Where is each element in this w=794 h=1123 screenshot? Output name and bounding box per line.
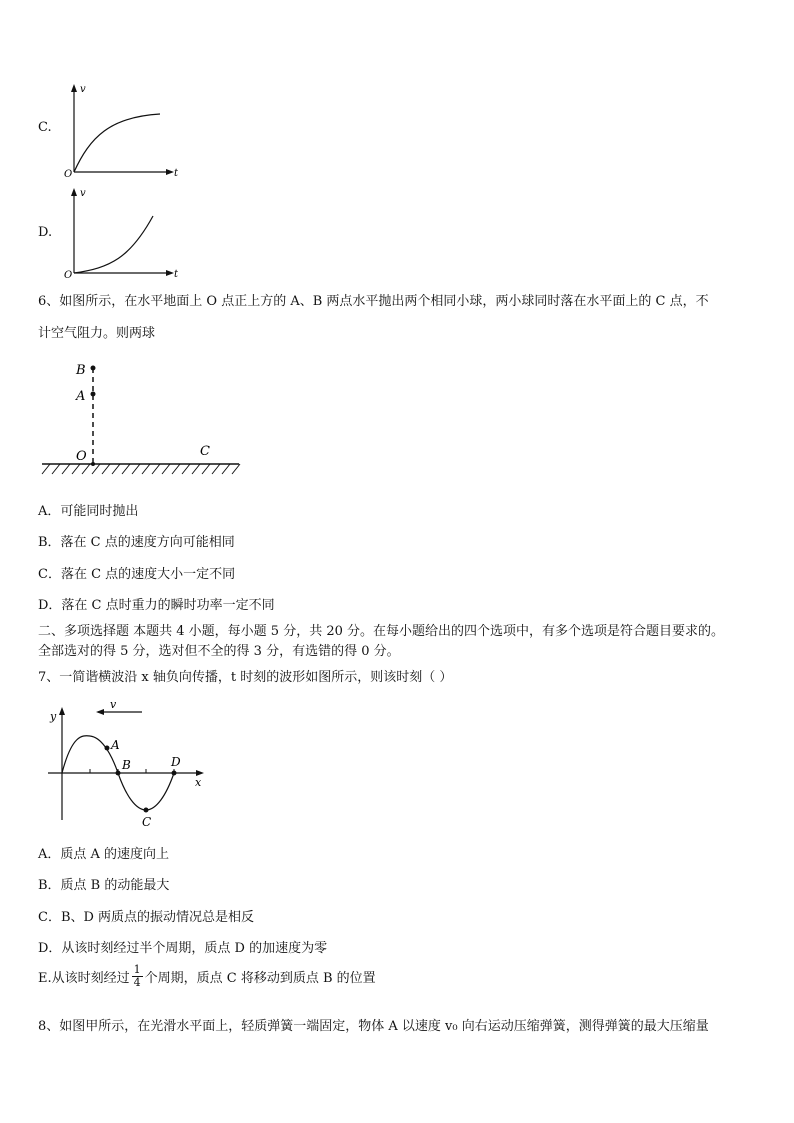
option-e-prefix: E.从该时刻经过 [38,971,130,986]
y-axis-arrow [59,707,65,715]
x-axis-arrow [166,270,174,276]
point-b-label: B [76,363,86,378]
y-axis-arrow [71,84,77,92]
point-a-label: A [76,389,86,404]
ground-hatching [42,464,240,474]
point-c-dot [144,808,149,813]
curve-accelerating [74,216,153,273]
fraction-one-quarter [132,964,143,989]
question-8-stem-line1: 8、如图甲所示，在光滑水平面上，轻质弹簧一端固定，物体 A 以速度 v₀ 向右运动压缩弹簧，测得弹簧的最大压缩量 [38,1019,709,1034]
question-6-option-d: D．落在 C 点时重力的瞬时功率一定不同 [38,598,275,613]
point-d-dot [172,771,177,776]
point-c-label: C [142,815,152,829]
question-6-option-b: B．落在 C 点的速度方向可能相同 [38,535,235,550]
point-b-dot [91,366,96,371]
question-7-option-b: B．质点 B 的动能最大 [38,878,170,893]
option-c-label: C. [38,120,52,135]
question-7-option-c: C．B、D 两质点的振动情况总是相反 [38,910,255,925]
velocity-arrow-head [96,709,104,715]
x-axis-label: x [195,776,202,789]
question-7-wave-figure [42,700,214,832]
origin-label: O [64,270,73,278]
question-7-stem: 7、一简谐横波沿 x 轴负向传播，t 时刻的波形如图所示，则该时刻（ ） [38,670,453,685]
section-2-instructions-line1: 二、多项选择题 本题共 4 小题，每小题 5 分，共 20 分。在每小题给出的四个选项中，有多个选项是符合题目要求的。 [38,624,725,639]
question-6-stem-line2: 计空气阻力。则两球 [38,326,156,341]
question-6-option-c: C．落在 C 点的速度大小一定不同 [38,567,236,582]
point-b-dot [116,771,121,776]
fraction-denominator: 4 [133,976,141,989]
origin-label: O [64,169,73,180]
question-7-option-d: D．从该时刻经过半个周期，质点 D 的加速度为零 [38,941,328,956]
x-axis-arrow [166,169,174,175]
point-a-dot [91,392,96,397]
point-o-label: O [76,449,87,464]
point-b-label: B [122,758,131,772]
point-a-dot [105,746,110,751]
point-a-label: A [111,738,120,752]
point-d-label: D [171,755,181,769]
graph-d-velocity-time [60,186,185,278]
question-7-option-a: A．质点 A 的速度向上 [38,847,170,862]
option-e-suffix: 个周期，质点 C 将移动到质点 B 的位置 [144,971,376,986]
option-d-label: D. [38,225,53,240]
question-6-stem-line1: 6、如图所示，在水平地面上 O 点正上方的 A、B 两点水平抛出两个相同小球，两小球同时落在水平面上的 C 点，不 [38,294,709,309]
section-2-instructions-line2: 全部选对的得 5 分，选对但不全的得 3 分，有选错的得 0 分。 [38,644,400,659]
y-axis-label: v [80,188,86,199]
graph-c-velocity-time [60,82,185,180]
question-6-option-a: A．可能同时抛出 [38,504,139,519]
y-axis-arrow [71,188,77,196]
y-axis-label: y [50,710,57,723]
x-axis-label: t [174,168,179,179]
curve-decelerating [74,114,160,172]
fraction-numerator: 1 [133,963,141,976]
question-6-figure [36,356,246,480]
question-7-option-e [38,964,376,989]
y-axis-label: v [80,84,86,95]
velocity-label: v [110,700,117,711]
point-c-label: C [200,444,210,459]
x-axis-label: t [174,269,179,278]
